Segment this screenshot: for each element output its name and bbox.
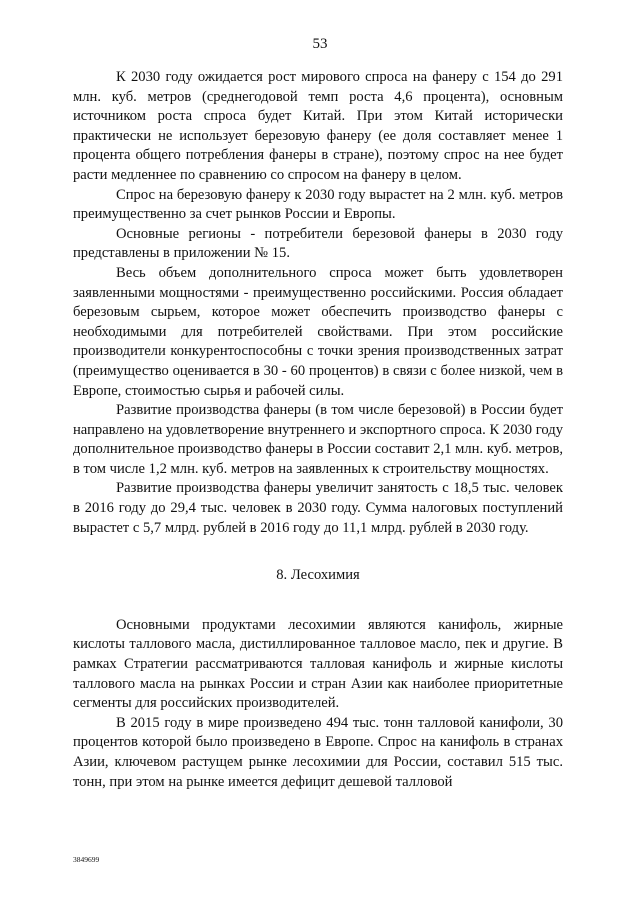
section-heading: 8. Лесохимия <box>276 567 360 584</box>
paragraph: Развитие производства фанеры (в том числе березовой) в России будет направлено на удовлетворение внутреннего и экспортного спроса. К 2030 году дополнительное производство фанеры в России составит 2,1 млн. куб. метров, в том числе 1,2 млн. куб. метров на заявленных к строительству мощностях. <box>73 402 563 477</box>
paragraph: К 2030 году ожидается рост мирового спроса на фанеру с 154 до 291 млн. куб. метров (среднегодовой темп роста 4,6 процента), основным источником роста спроса будет Китай. При этом Китай исторически практически не использует березовую фанеру (ее доля составляет менее 1 процента общего потребления фанеры в стране), поэтому спрос на нее будет расти медленнее по сравнению со спросом на фанеру в целом. <box>73 69 563 183</box>
paragraph: Весь объем дополнительного спроса может быть удовлетворен заявленными мощностями - преимущественно российскими. Россия обладает березовым сырьем, которое может обеспечить производство фанеры с необходимыми для потребителей свойствами. При этом российские производители конкурентоспособны с точки зрения производственных затрат (преимущество оценивается в 30 - 60 процентов) в связи с более низкой, чем в Европе, стоимостью сырья и рабочей силы. <box>73 264 563 399</box>
paragraph: Развитие производства фанеры увеличит занятость с 18,5 тыс. человек в 2016 году до 29,4 тыс. человек в 2030 году. Сумма налоговых поступлений вырастет с 5,7 млрд. рублей в 2016 году до 11,1 млрд. рублей в 2030 году. <box>73 480 563 536</box>
page-number: 53 <box>312 36 328 52</box>
footer-code: 3849699 <box>73 855 100 864</box>
paragraph: Основными продуктами лесохимии являются канифоль, жирные кислоты таллового масла, дистиллированное талловое масло, пек и другие. В рамках Стратегии рассматриваются талловая канифоль и жирные кислоты таллового масла на рынках России и стран Азии как наиболее приоритетные сегменты для российских производителей. <box>73 616 563 712</box>
paragraph: Спрос на березовую фанеру к 2030 году вырастет на 2 млн. куб. метров преимущественно за счет рынков России и Европы. <box>73 186 563 223</box>
body-text <box>73 68 563 792</box>
paragraph: В 2015 году в мире произведено 494 тыс. тонн талловой канифоли, 30 процентов которой было произведено в Европе. Спрос на канифоль в странах Азии, ключевом растущем рынке лесохимии для России, составил 515 тыс. тонн, при этом на рынке имеется дефицит дешевой талловой <box>73 714 563 790</box>
paragraph: Основные регионы - потребители березовой фанеры в 2030 году представлены в приложении № 15. <box>73 225 563 262</box>
